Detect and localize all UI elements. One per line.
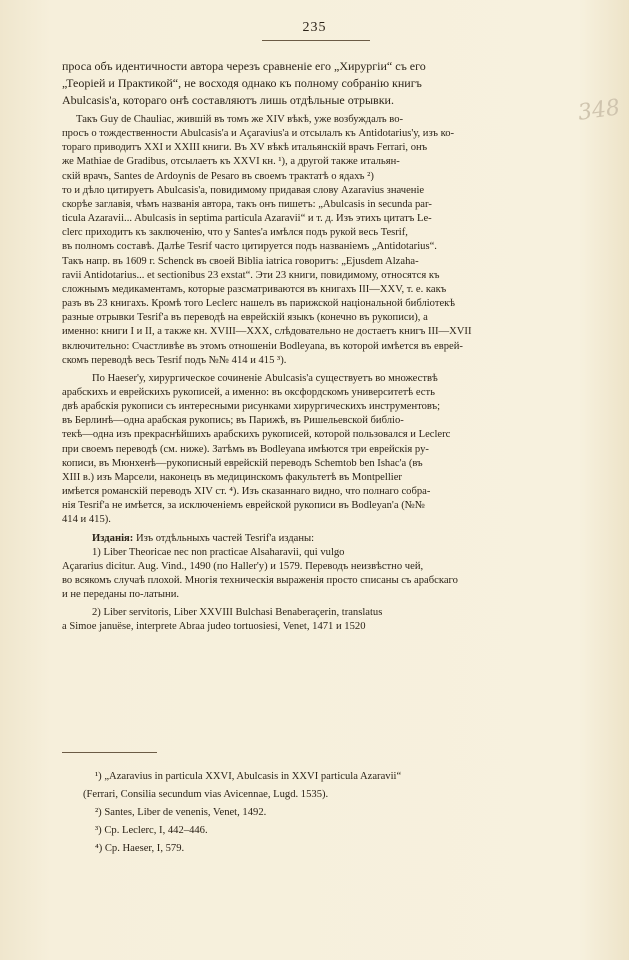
page-number: 235 — [302, 20, 327, 35]
edition-1-line: во всякомъ случаѣ плохой. Многія техническія выраженія просто списаны съ арабскаго — [62, 575, 458, 586]
footnotes — [83, 768, 565, 858]
footnote-rule — [62, 752, 157, 753]
text-line: включительно: Счастливѣе въ этомъ отношеніи Bodleyana, въ которой имѣется въ еврей- — [62, 340, 463, 352]
text-line: кописи, въ Мюнхенѣ—рукописный еврейскій переводъ Schemtob ben Ishac'а (въ — [62, 457, 423, 469]
editions-intro: Изъ отдѣльныхъ частей Tesrif'а изданы: — [135, 532, 315, 544]
text-line: ticula Azaravii... Abulcasis in septima particula Azaravii“ и т. д. Изъ этихъ цитатъ Le- — [62, 213, 432, 225]
footnote-3: ³) Ср. Leclerc, I, 442–446. — [95, 825, 208, 836]
text-line: сложнымъ медикаментамъ, которые разсматриваются въ книгахъ III—XXV, т. е. какъ — [62, 283, 447, 295]
edition-1-line: Açararius dicitur. Aug. Vind., 1490 (по Haller'у) и 1579. Переводъ неизвѣстно чей, — [62, 560, 424, 572]
main-text — [62, 58, 568, 635]
editions-heading: Изданія: — [92, 532, 134, 544]
text-line: „Теоріей и Практикой“, не восходя однако къ полному собранію книгъ — [62, 76, 422, 90]
text-line: разные отрывки Tesrif'а въ переводѣ на еврейскій языкъ (конечно въ рукописи), а — [62, 312, 428, 324]
text-line: имѣется романскій переводъ XIV ст. ⁴). Изъ сказаннаго видно, что полнаго собра- — [62, 486, 431, 498]
text-line: нія Tesrif'а не имѣется, за исключеніемъ еврейской рукописи въ Bodleyan'а (№№ — [62, 500, 425, 512]
edition-1-line: и не переданы по-латыни. — [62, 589, 180, 601]
text-line: въ Берлинѣ—одна арабская рукопись; въ Парижѣ, въ Ришельевской библіо- — [62, 415, 404, 427]
paragraph-haeser — [62, 372, 568, 528]
text-line: при своемъ переводѣ (см. ниже). Затѣмъ въ Bodleyana имѣются три еврейскія ру- — [62, 443, 429, 455]
text-line: просъ о тождественности Abulcasis'а и Açaravius'а и отсылалъ къ Antidotarius'у, изъ ко- — [62, 128, 455, 140]
text-line: скій врачъ, Santes de Ardoynis de Pesaro въ своемъ трактатѣ о ядахъ ²) — [62, 170, 374, 182]
footnote-4: ⁴) Ср. Haeser, I, 579. — [95, 843, 185, 854]
text-line: скомъ переводѣ весь Tesrif подъ №№ 414 и 415 ³). — [62, 354, 287, 366]
text-line: въ полномъ составѣ. Далѣе Tesrif часто цитируется подъ названіемъ „Antidotarius“. — [62, 241, 437, 253]
text-line: двѣ арабскія рукописи съ интересными рисунками хирургическихъ инструментовъ; — [62, 401, 441, 413]
footnote-1: ¹) „Azaravius in particula XXVI, Abulcasis in XXVI particula Azaravii“ — [95, 771, 402, 782]
text-line: текѣ—одна изъ прекраснѣйшихъ арабскихъ рукописей, которой пользовался и Leclerc — [62, 429, 451, 441]
text-line: 414 и 415). — [62, 514, 111, 526]
header-rule — [262, 40, 370, 41]
text-line: ravii Antidotarius... et sectionibus 23 exstat“. Эти 23 книги, повидимому, относятся къ — [62, 269, 440, 281]
text-line: По Haeser'у, хирургическое сочиненіе Abulcasis'а существуетъ во множествѣ — [92, 372, 438, 384]
editions-line — [62, 532, 568, 546]
text-line: именно: книги I и II, а также кн. XVIII—XXX, слѣдовательно не достаетъ книгъ III—XVII — [62, 326, 472, 338]
text-line: Такъ Guy de Chauliac, жившій въ томъ же XIV вѣкѣ, уже возбуждалъ во- — [76, 114, 404, 125]
text-line: Abulcasis'а, котораго онѣ составляютъ лишь отдѣльные отрывки. — [62, 93, 394, 107]
editions-section — [62, 532, 568, 635]
text-line: Такъ напр. въ 1609 г. Schenck въ своей Biblia iatrica говоритъ: „Ejusdem Alzaha- — [62, 255, 419, 267]
footnote-1-cont: (Ferrari, Consilia secundum vias Avicennae, Lugd. 1535). — [83, 789, 329, 800]
text-line: clerc приходитъ къ заключенію, что у Santes'а имѣлся подъ рукой весь Tesrif, — [62, 227, 408, 239]
text-line: разъ въ 23 книгахъ. Кромѣ того Leclerc нашелъ въ парижской національной библіотекѣ — [62, 298, 456, 310]
text-line: арабскихъ и еврейскихъ рукописей, а именно: въ оксфордскомъ университетѣ есть — [62, 386, 435, 398]
handwritten-marginalia: 348 — [576, 95, 622, 126]
lead-paragraph — [62, 58, 568, 109]
edition-2-line: a Simoe januëse, interprete Abraa judeo tortuosiesi, Venet, 1471 и 1520 — [62, 621, 366, 633]
text-line: проса объ идентичности автора черезъ сравненіе его „Хирургіи“ съ его — [62, 59, 426, 73]
text-line: то и дѣло цитируетъ Abulcasis'а, повидимому придавая слову Azaravius значеніе — [62, 184, 425, 196]
edition-1-line: 1) Liber Theoricae nec non practicae Alsaharavii, qui vulgo — [92, 546, 345, 558]
edition-2-line: 2) Liber servitoris, Liber XXVIII Bulchasi Benaberaçerin, translatus — [92, 607, 383, 619]
text-line: же Mathiae de Gradibus, отсылаетъ къ XXVI кн. ¹), а другой также итальян- — [62, 156, 400, 168]
text-line: скорѣе заглавія, чѣмъ названія автора, такъ онъ пишетъ: „Abulcasis in secunda par- — [62, 198, 432, 210]
text-line: тораго приводитъ XXI и XXIII книги. Въ XV вѣкѣ итальянскій врачъ Ferrari, онъ — [62, 142, 428, 154]
footnote-2: ²) Santes, Liber de venenis, Venet, 1492. — [95, 807, 267, 818]
paragraph-guy-de-chauliac — [62, 113, 568, 368]
text-line: XIII в.) изъ Марсели, наконецъ въ медицинскомъ факультетѣ въ Montpellier — [62, 471, 402, 483]
